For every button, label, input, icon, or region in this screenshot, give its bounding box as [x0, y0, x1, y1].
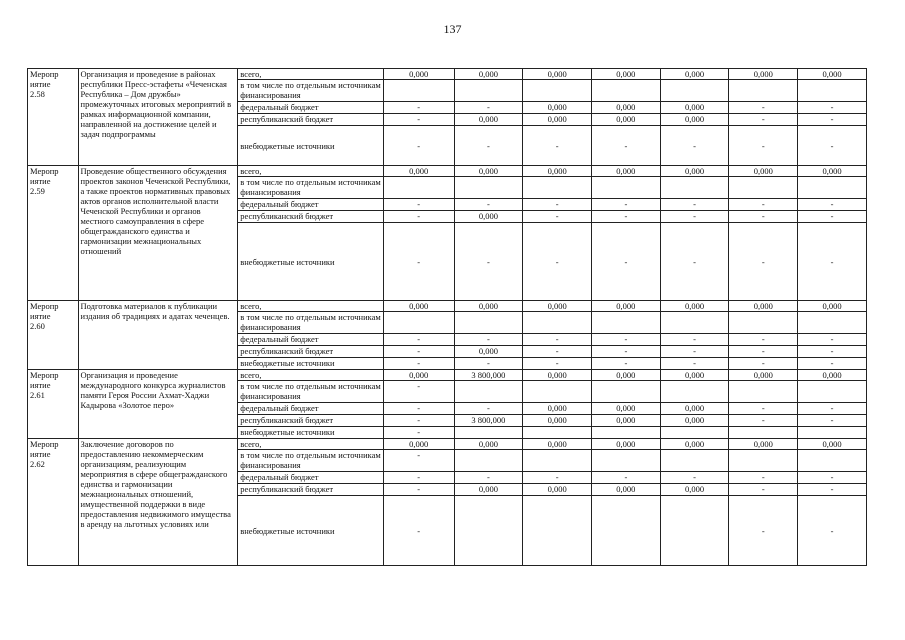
amount-cell: - [383, 484, 454, 496]
amount-cell: 0,000 [523, 166, 592, 177]
amount-cell: 0,000 [592, 102, 661, 114]
funding-source: федеральный бюджет [238, 472, 384, 484]
amount-cell: - [660, 223, 729, 301]
amount-cell [523, 450, 592, 472]
amount-cell: 0,000 [660, 484, 729, 496]
amount-cell [454, 427, 523, 439]
amount-cell: - [383, 403, 454, 415]
amount-cell: - [592, 334, 661, 346]
funding-source: республиканский бюджет [238, 346, 384, 358]
amount-cell: - [592, 472, 661, 484]
amount-cell: 0,000 [660, 166, 729, 177]
amount-cell [592, 496, 661, 566]
funding-source: республиканский бюджет [238, 415, 384, 427]
amount-cell: - [523, 472, 592, 484]
amount-cell: - [454, 102, 523, 114]
amount-cell [660, 496, 729, 566]
measure-name: Организация и проведение международного конкурса журналистов памяти Героя России Ахмат-Хаджи Кадырова «Золотое перо» [78, 370, 238, 439]
amount-cell: - [798, 346, 867, 358]
amount-cell: - [729, 358, 798, 370]
amount-cell: - [454, 358, 523, 370]
amount-cell [592, 450, 661, 472]
amount-cell: - [729, 415, 798, 427]
amount-cell: 0,000 [729, 439, 798, 450]
amount-cell: - [383, 496, 454, 566]
funding-source: в том числе по отдельным источникам финансирования [238, 177, 384, 199]
table-row [28, 166, 867, 177]
amount-cell: - [798, 334, 867, 346]
amount-cell: 3 800,000 [454, 370, 523, 381]
amount-cell [798, 312, 867, 334]
amount-cell: - [454, 334, 523, 346]
amount-cell: - [798, 403, 867, 415]
amount-cell: - [454, 403, 523, 415]
amount-cell [523, 312, 592, 334]
funding-source: всего, [238, 69, 384, 80]
measure-name: Заключение договоров по предоставлению некоммерческим организациям, реализующим мероприятия в сфере общегражданского единства и гармонизации межнациональных отношений, имущественной поддержки в виде предоставления недвижимого имущества в аренду на льготных условиях или [78, 439, 238, 566]
program-funding-table [27, 68, 867, 566]
amount-cell: 0,000 [383, 370, 454, 381]
amount-cell: 0,000 [592, 403, 661, 415]
amount-cell: 0,000 [798, 69, 867, 80]
amount-cell [523, 80, 592, 102]
measure-name: Организация и проведение в районах республики Пресс-эстафеты «Чеченская Республика – Дом дружбы» промежуточных итоговых мероприятий в рамках информационной компании, направленной на достижение целей и задач подпрограммы [78, 69, 238, 166]
amount-cell [660, 427, 729, 439]
amount-cell: - [729, 223, 798, 301]
amount-cell [729, 80, 798, 102]
amount-cell: - [729, 496, 798, 566]
amount-cell: - [383, 199, 454, 211]
amount-cell [523, 427, 592, 439]
amount-cell: - [383, 126, 454, 166]
amount-cell [454, 450, 523, 472]
amount-cell: 0,000 [592, 370, 661, 381]
amount-cell: 0,000 [454, 69, 523, 80]
amount-cell: - [729, 346, 798, 358]
funding-source: внебюджетные источники [238, 358, 384, 370]
amount-cell: 0,000 [592, 69, 661, 80]
amount-cell [729, 450, 798, 472]
amount-cell: 0,000 [729, 166, 798, 177]
amount-cell: - [383, 415, 454, 427]
amount-cell: - [660, 358, 729, 370]
amount-cell [523, 177, 592, 199]
amount-cell [523, 381, 592, 403]
amount-cell [592, 177, 661, 199]
amount-cell: 0,000 [383, 69, 454, 80]
amount-cell: - [798, 223, 867, 301]
amount-cell: - [383, 223, 454, 301]
amount-cell: - [383, 211, 454, 223]
amount-cell: 0,000 [454, 439, 523, 450]
amount-cell [592, 312, 661, 334]
amount-cell: 0,000 [592, 439, 661, 450]
amount-cell [383, 80, 454, 102]
amount-cell [383, 177, 454, 199]
funding-source: всего, [238, 166, 384, 177]
amount-cell: 0,000 [454, 484, 523, 496]
amount-cell: 0,000 [454, 211, 523, 223]
amount-cell: - [383, 450, 454, 472]
amount-cell: - [592, 346, 661, 358]
funding-source: в том числе по отдельным источникам финансирования [238, 450, 384, 472]
amount-cell: - [523, 211, 592, 223]
amount-cell: - [383, 472, 454, 484]
amount-cell: 0,000 [660, 69, 729, 80]
table-row [28, 301, 867, 312]
amount-cell: - [798, 415, 867, 427]
amount-cell [592, 381, 661, 403]
amount-cell: - [383, 114, 454, 126]
amount-cell: - [729, 334, 798, 346]
amount-cell: - [798, 484, 867, 496]
amount-cell [660, 312, 729, 334]
amount-cell: 0,000 [729, 69, 798, 80]
amount-cell: 0,000 [454, 346, 523, 358]
amount-cell [729, 427, 798, 439]
measure-id: Меропр иятие 2.61 [28, 370, 79, 439]
amount-cell: 0,000 [454, 114, 523, 126]
amount-cell: - [729, 484, 798, 496]
amount-cell: 0,000 [523, 439, 592, 450]
amount-cell: - [729, 403, 798, 415]
amount-cell [383, 312, 454, 334]
measure-name: Подготовка материалов к публикации издания об традициях и адатах чеченцев. [78, 301, 238, 370]
amount-cell: 0,000 [383, 439, 454, 450]
amount-cell: - [729, 114, 798, 126]
amount-cell [729, 177, 798, 199]
amount-cell: - [383, 381, 454, 403]
amount-cell: - [798, 199, 867, 211]
amount-cell: - [454, 223, 523, 301]
amount-cell [454, 80, 523, 102]
table-row [28, 370, 867, 381]
amount-cell: 0,000 [592, 484, 661, 496]
amount-cell [454, 177, 523, 199]
amount-cell: - [383, 102, 454, 114]
amount-cell: - [383, 346, 454, 358]
amount-cell: - [592, 223, 661, 301]
amount-cell: 0,000 [523, 114, 592, 126]
amount-cell [523, 496, 592, 566]
amount-cell [798, 80, 867, 102]
funding-source: внебюджетные источники [238, 126, 384, 166]
amount-cell: - [729, 126, 798, 166]
amount-cell: - [592, 126, 661, 166]
amount-cell: - [729, 199, 798, 211]
amount-cell: - [798, 496, 867, 566]
amount-cell: - [729, 472, 798, 484]
amount-cell: - [798, 102, 867, 114]
amount-cell: 0,000 [454, 301, 523, 312]
funding-source: республиканский бюджет [238, 114, 384, 126]
amount-cell: - [383, 334, 454, 346]
amount-cell: - [660, 199, 729, 211]
measure-id: Меропр иятие 2.59 [28, 166, 79, 301]
funding-source: в том числе по отдельным источникам финансирования [238, 381, 384, 403]
amount-cell: 0,000 [523, 415, 592, 427]
amount-cell [454, 312, 523, 334]
amount-cell: - [383, 358, 454, 370]
amount-cell [660, 177, 729, 199]
amount-cell: - [660, 126, 729, 166]
table-row [28, 439, 867, 450]
amount-cell: 0,000 [729, 370, 798, 381]
amount-cell: 0,000 [592, 114, 661, 126]
funding-source: в том числе по отдельным источникам финансирования [238, 80, 384, 102]
measure-name: Проведение общественного обсуждения проектов законов Чеченской Республики, а также проектов нормативных правовых актов органов исполнительной власти Чеченской Республики и органов местного самоуправления в сфере общегражданского единства и гармонизации межнациональных отношений [78, 166, 238, 301]
amount-cell [798, 427, 867, 439]
amount-cell: 0,000 [523, 69, 592, 80]
amount-cell: - [454, 126, 523, 166]
amount-cell: - [729, 211, 798, 223]
amount-cell: - [454, 472, 523, 484]
amount-cell: 0,000 [523, 102, 592, 114]
amount-cell: 0,000 [523, 301, 592, 312]
amount-cell: 0,000 [592, 166, 661, 177]
funding-source: всего, [238, 439, 384, 450]
amount-cell: 0,000 [523, 403, 592, 415]
amount-cell [660, 80, 729, 102]
amount-cell: - [523, 126, 592, 166]
amount-cell: 0,000 [592, 415, 661, 427]
amount-cell: 0,000 [383, 166, 454, 177]
amount-cell [729, 312, 798, 334]
amount-cell: 0,000 [729, 301, 798, 312]
amount-cell: 0,000 [660, 403, 729, 415]
funding-source: федеральный бюджет [238, 334, 384, 346]
amount-cell [729, 381, 798, 403]
amount-cell: 0,000 [660, 102, 729, 114]
amount-cell: - [592, 358, 661, 370]
amount-cell: - [660, 334, 729, 346]
amount-cell: 0,000 [523, 370, 592, 381]
amount-cell: 0,000 [798, 439, 867, 450]
amount-cell: - [383, 427, 454, 439]
amount-cell: 0,000 [383, 301, 454, 312]
amount-cell: - [660, 472, 729, 484]
amount-cell: - [523, 358, 592, 370]
amount-cell: - [523, 199, 592, 211]
amount-cell [592, 80, 661, 102]
amount-cell: - [592, 199, 661, 211]
funding-source: республиканский бюджет [238, 484, 384, 496]
funding-source: федеральный бюджет [238, 403, 384, 415]
amount-cell: 0,000 [660, 114, 729, 126]
amount-cell: 0,000 [454, 166, 523, 177]
funding-source: республиканский бюджет [238, 211, 384, 223]
amount-cell [660, 450, 729, 472]
amount-cell: - [798, 114, 867, 126]
amount-cell: - [798, 472, 867, 484]
amount-cell: 0,000 [660, 439, 729, 450]
amount-cell [592, 427, 661, 439]
amount-cell [454, 381, 523, 403]
amount-cell: - [798, 211, 867, 223]
amount-cell: - [592, 211, 661, 223]
funding-source: в том числе по отдельным источникам финансирования [238, 312, 384, 334]
measure-id: Меропр иятие 2.58 [28, 69, 79, 166]
amount-cell: 0,000 [660, 301, 729, 312]
page-number: 137 [443, 22, 462, 36]
amount-cell: - [660, 346, 729, 358]
amount-cell: 0,000 [798, 166, 867, 177]
measure-id: Меропр иятие 2.62 [28, 439, 79, 566]
amount-cell [660, 381, 729, 403]
amount-cell [798, 450, 867, 472]
amount-cell: 3 800,000 [454, 415, 523, 427]
amount-cell: - [523, 346, 592, 358]
measure-id: Меропр иятие 2.60 [28, 301, 79, 370]
amount-cell: 0,000 [523, 484, 592, 496]
amount-cell: - [729, 102, 798, 114]
amount-cell: 0,000 [660, 370, 729, 381]
funding-source: федеральный бюджет [238, 102, 384, 114]
funding-source: федеральный бюджет [238, 199, 384, 211]
table-row [28, 69, 867, 80]
funding-source: внебюджетные источники [238, 223, 384, 301]
amount-cell: - [523, 334, 592, 346]
amount-cell: 0,000 [798, 370, 867, 381]
amount-cell: 0,000 [660, 415, 729, 427]
funding-source: всего, [238, 301, 384, 312]
amount-cell [454, 496, 523, 566]
funding-source: внебюджетные источники [238, 496, 384, 566]
amount-cell: - [523, 223, 592, 301]
amount-cell [798, 381, 867, 403]
funding-source: внебюджетные источники [238, 427, 384, 439]
amount-cell: - [798, 126, 867, 166]
amount-cell: - [454, 199, 523, 211]
funding-source: всего, [238, 370, 384, 381]
amount-cell: - [660, 211, 729, 223]
amount-cell [798, 177, 867, 199]
amount-cell: 0,000 [592, 301, 661, 312]
amount-cell: 0,000 [798, 301, 867, 312]
amount-cell: - [798, 358, 867, 370]
